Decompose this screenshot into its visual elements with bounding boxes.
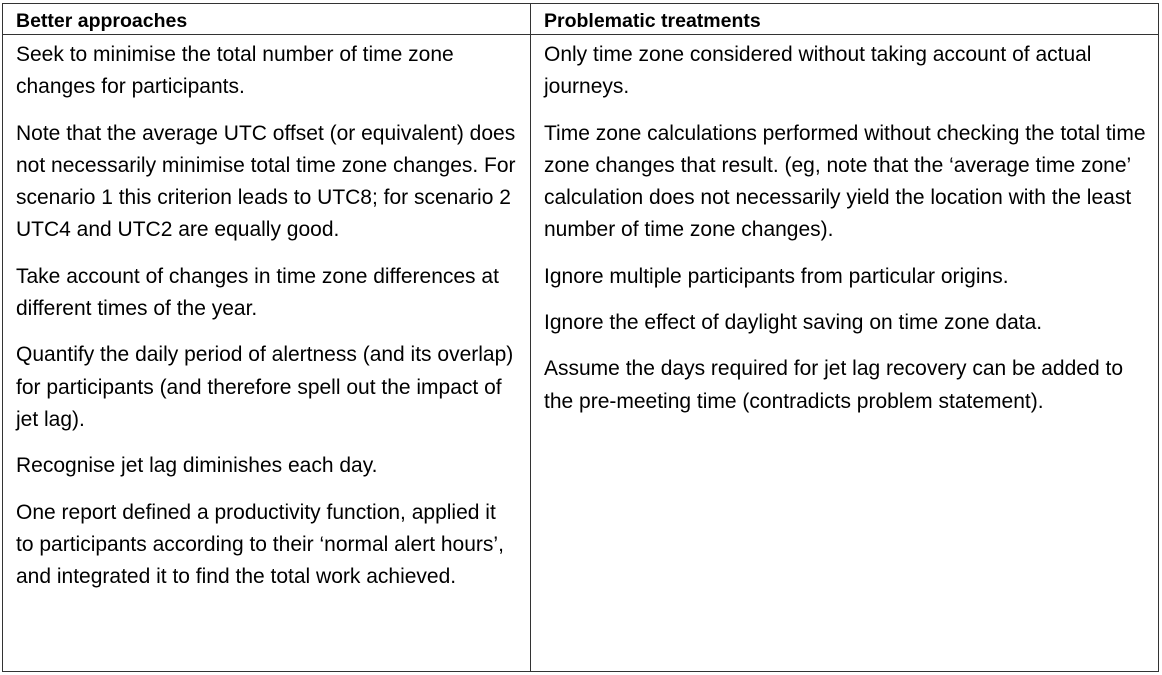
table-cell-paragraph: Ignore the effect of daylight saving on time zone data. <box>544 311 1043 335</box>
column-body <box>530 35 1158 418</box>
table-cell-paragraph: One report defined a productivity function, applied it to participants according to their ‘normal alert hours’, and integrated it to find the total work achieved. <box>16 500 504 589</box>
problematic-treatments-column <box>530 4 1158 671</box>
column-header: Problematic treatments <box>530 4 1158 35</box>
table-cell-paragraph: Quantify the daily period of alertness (and its overlap) for participants (and therefore spell out the impact of jet lag). <box>16 343 514 431</box>
table-cell-paragraph: Time zone calculations performed without checking the total time zone changes that result. (eg, note that the ‘average time zone’ calculation does not necessarily yield the location with the least number of time zone changes). <box>544 121 1146 242</box>
table-cell-paragraph: Only time zone considered without taking account of actual journeys. <box>544 43 1092 99</box>
comparison-table <box>2 3 1159 672</box>
column-header: Better approaches <box>3 4 530 35</box>
column-body <box>3 35 530 593</box>
better-approaches-column <box>3 4 531 671</box>
table-cell-paragraph: Ignore multiple participants from particular origins. <box>544 264 1009 288</box>
table-cell-paragraph: Seek to minimise the total number of time zone changes for participants. <box>16 43 454 99</box>
table-cell-paragraph: Take account of changes in time zone differences at different times of the year. <box>16 264 499 321</box>
table-cell-paragraph: Note that the average UTC offset (or equivalent) does not necessarily minimise total time zone changes. For scenario 1 this criterion leads to UTC8; for scenario 2 UTC4 and UTC2 are equally good. <box>16 121 516 242</box>
table-cell-paragraph: Recognise jet lag diminishes each day. <box>16 454 378 478</box>
table-cell-paragraph: Assume the days required for jet lag recovery can be added to the pre-meeting time (contradicts problem statement). <box>544 357 1123 413</box>
